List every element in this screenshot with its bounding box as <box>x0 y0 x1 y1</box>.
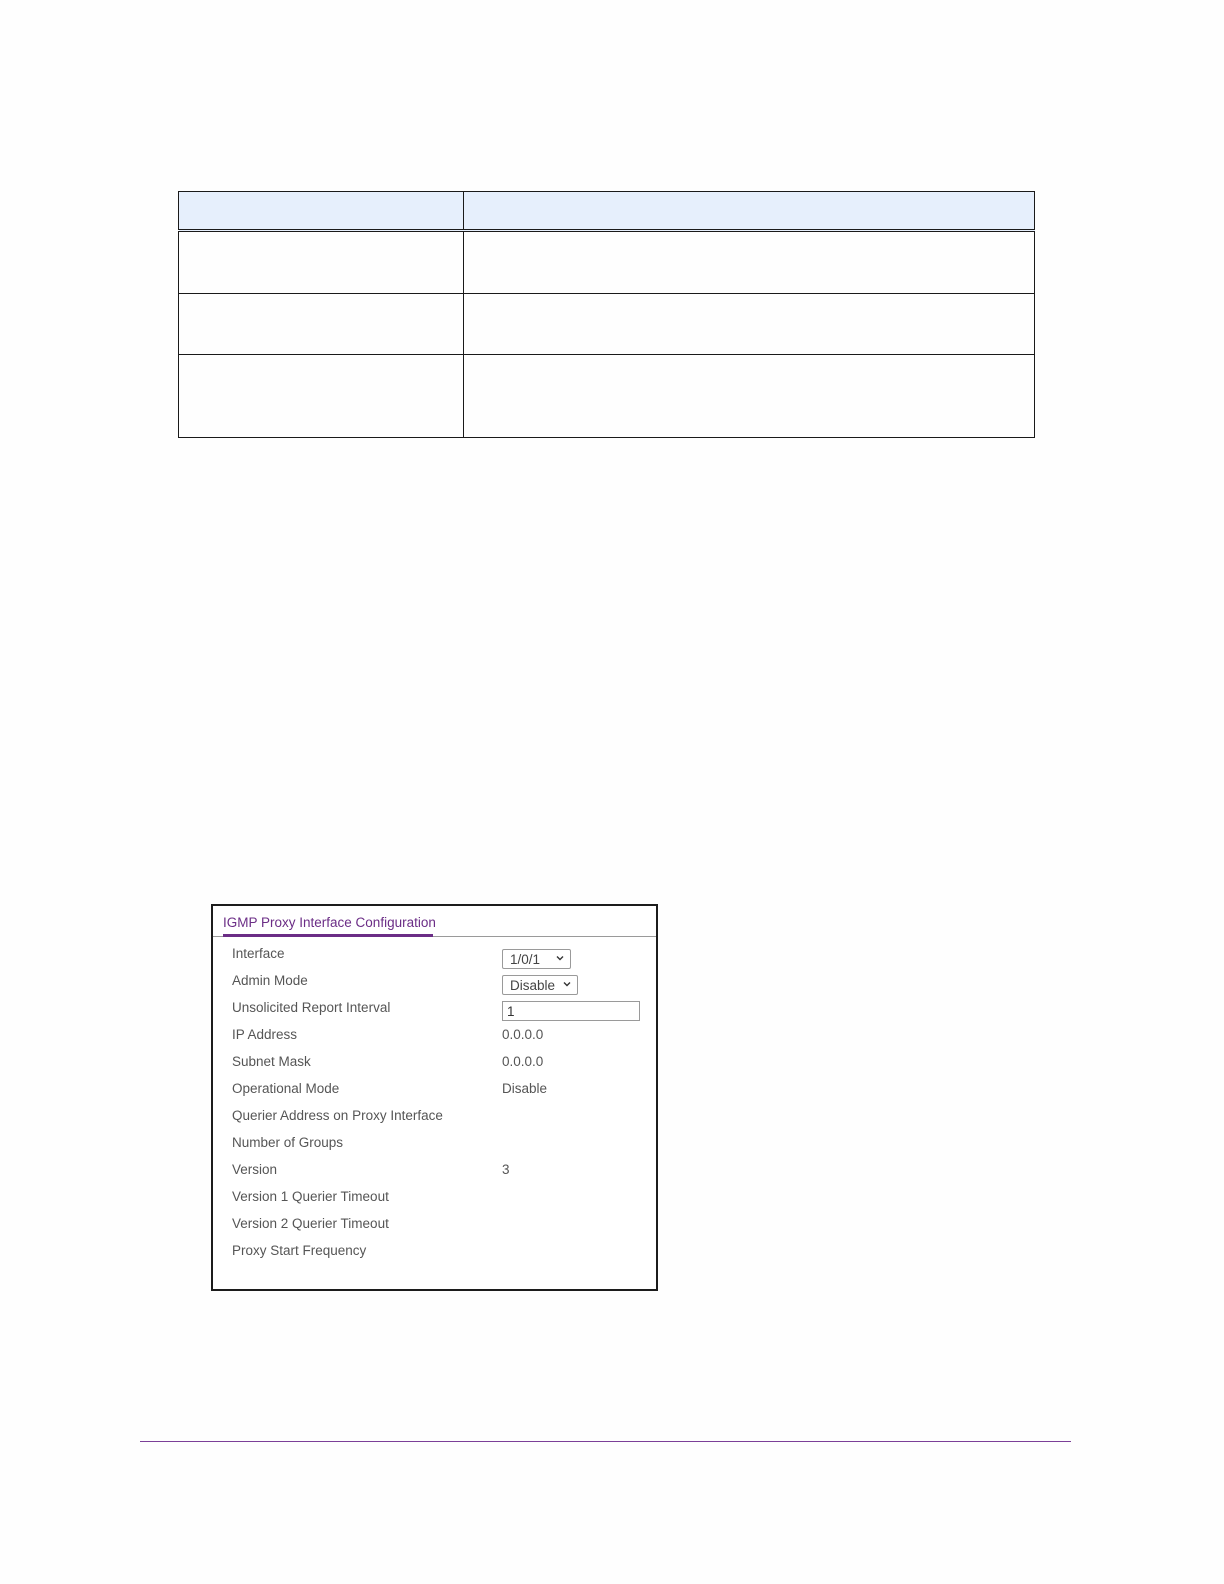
description-table <box>178 191 1035 438</box>
ip-address-value: 0.0.0.0 <box>502 1027 544 1042</box>
field-row-version <box>213 1161 656 1183</box>
operational-mode-label: Operational Mode <box>232 1081 340 1096</box>
table-cell <box>464 231 1035 294</box>
chevron-down-icon <box>556 954 564 962</box>
number-of-groups-label: Number of Groups <box>232 1135 344 1150</box>
table-row <box>179 231 1035 294</box>
table-cell <box>464 355 1035 438</box>
field-row-v2-querier-timeout <box>213 1215 656 1237</box>
v1-querier-timeout-label: Version 1 Querier Timeout <box>232 1189 389 1204</box>
table-cell <box>464 294 1035 355</box>
field-row-interface <box>213 945 656 967</box>
footer-divider <box>140 1441 1071 1442</box>
table-cell <box>179 294 464 355</box>
ip-address-label: IP Address <box>232 1027 298 1042</box>
subnet-mask-label: Subnet Mask <box>232 1054 311 1069</box>
admin-mode-select[interactable] <box>502 975 578 995</box>
table-cell <box>179 231 464 294</box>
admin-mode-select-value: Disable <box>510 978 556 993</box>
table-header-cell <box>464 192 1035 231</box>
field-row-unsolicited-report-interval <box>213 999 656 1021</box>
table-row <box>179 294 1035 355</box>
admin-mode-label: Admin Mode <box>232 973 308 988</box>
field-row-ip-address <box>213 1026 656 1048</box>
table-header-row <box>179 192 1035 231</box>
version-value: 3 <box>502 1162 510 1177</box>
chevron-down-icon <box>563 980 571 988</box>
interface-select[interactable] <box>502 949 571 969</box>
v2-querier-timeout-label: Version 2 Querier Timeout <box>232 1216 389 1231</box>
querier-address-label: Querier Address on Proxy Interface <box>232 1108 443 1123</box>
subnet-mask-value: 0.0.0.0 <box>502 1054 544 1069</box>
field-row-querier-address <box>213 1107 656 1129</box>
unsolicited-report-interval-input[interactable] <box>502 1001 640 1021</box>
operational-mode-value: Disable <box>502 1081 548 1096</box>
table-cell <box>179 355 464 438</box>
panel-title: IGMP Proxy Interface Configuration <box>223 915 436 930</box>
field-row-v1-querier-timeout <box>213 1188 656 1210</box>
igmp-proxy-config-panel <box>211 904 658 1291</box>
interface-select-value: 1/0/1 <box>510 952 541 967</box>
table-header-cell <box>179 192 464 231</box>
panel-title-underline <box>223 934 433 937</box>
table-row <box>179 355 1035 438</box>
unsolicited-report-interval-label: Unsolicited Report Interval <box>232 1000 391 1015</box>
panel-header <box>213 906 656 937</box>
field-row-subnet-mask <box>213 1053 656 1075</box>
field-row-admin-mode <box>213 972 656 994</box>
field-row-proxy-start-frequency <box>213 1242 656 1264</box>
field-row-operational-mode <box>213 1080 656 1102</box>
interface-label: Interface <box>232 946 285 961</box>
field-row-number-of-groups <box>213 1134 656 1156</box>
unsolicited-report-interval-value: 1 <box>507 1004 515 1019</box>
proxy-start-frequency-label: Proxy Start Frequency <box>232 1243 367 1258</box>
version-label: Version <box>232 1162 278 1177</box>
